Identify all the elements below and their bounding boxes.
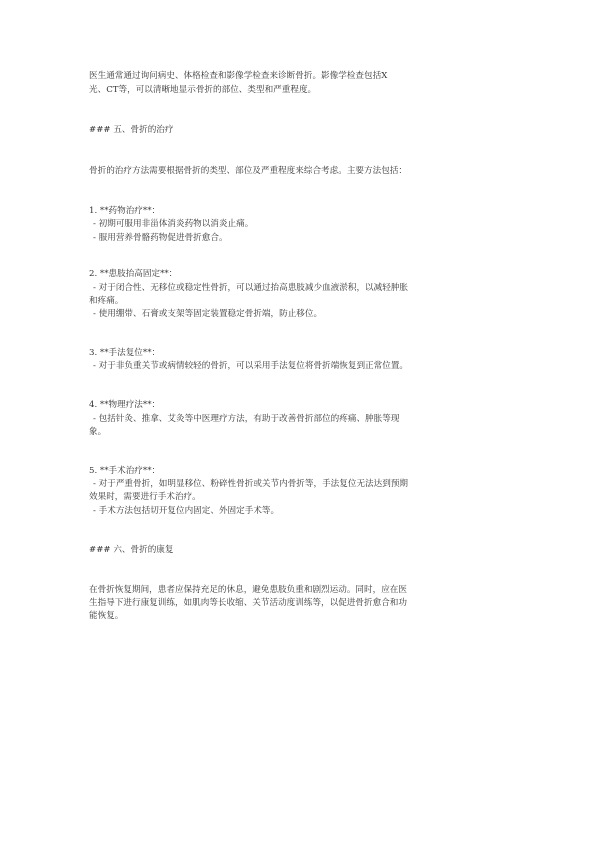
paragraph-line: 生指导下进行康复训练，如肌肉等长收缩、关节活动度训练等，以促进骨折愈合和功 — [89, 598, 407, 608]
list-bullet: - 手术方法包括切开复位内固定、外固定手术等。 — [93, 506, 280, 516]
list-bullet: - 使用绷带、石膏或支架等固定装置稳定骨折端，防止移位。 — [93, 309, 323, 319]
list-bullet: - 服用营养骨骼药物促进骨折愈合。 — [93, 233, 228, 243]
list-bullet: - 对于严重骨折，如明显移位、粉碎性骨折或关节内骨折等，手法复位无法达到预期 — [93, 479, 409, 489]
list-item-title: 4. **物理疗法**： — [89, 400, 161, 410]
section-heading: ### 五、骨折的治疗 — [89, 125, 174, 135]
list-item-title: 3. **手法复位**： — [89, 348, 161, 358]
intro-line: 光、CT等，可以清晰地显示骨折的部位、类型和严重程度。 — [89, 85, 317, 95]
list-item-title: 1. **药物治疗**： — [89, 206, 161, 216]
paragraph-line: 能恢复。 — [89, 611, 124, 621]
list-item-title: 2. **患肢抬高固定**： — [89, 269, 178, 279]
list-bullet: - 对于闭合性、无移位或稳定性骨折，可以通过抬高患肢减少血液淤积，以减轻肿胀 — [93, 283, 409, 293]
list-item-title: 5. **手术治疗**： — [89, 466, 161, 476]
list-bullet-continuation: 效果时，需要进行手术治疗。 — [89, 492, 201, 502]
paragraph-line: 在骨折恢复期间，患者应保持充足的休息，避免患肢负重和剧烈运动。同时，应在医 — [89, 585, 407, 595]
list-bullet: - 对于非负重关节或病情较轻的骨折，可以采用手法复位将骨折端恢复到正常位置。 — [93, 361, 409, 371]
list-bullet-continuation: 象。 — [89, 427, 107, 437]
section-intro: 骨折的治疗方法需要根据骨折的类型、部位及严重程度来综合考虑。主要方法包括： — [89, 166, 407, 176]
list-bullet: - 初期可服用非甾体消炎药物以消炎止痛。 — [93, 219, 254, 229]
intro-line: 医生通常通过询问病史、体格检查和影像学检查来诊断骨折。影像学检查包括X — [89, 71, 388, 81]
list-bullet-continuation: 和疼痛。 — [89, 296, 124, 306]
list-bullet: - 包括针灸、推拿、艾灸等中医理疗方法，有助于改善骨折部位的疼痛、肿胀等现 — [93, 414, 400, 424]
section-heading: ### 六、骨折的康复 — [89, 545, 174, 555]
